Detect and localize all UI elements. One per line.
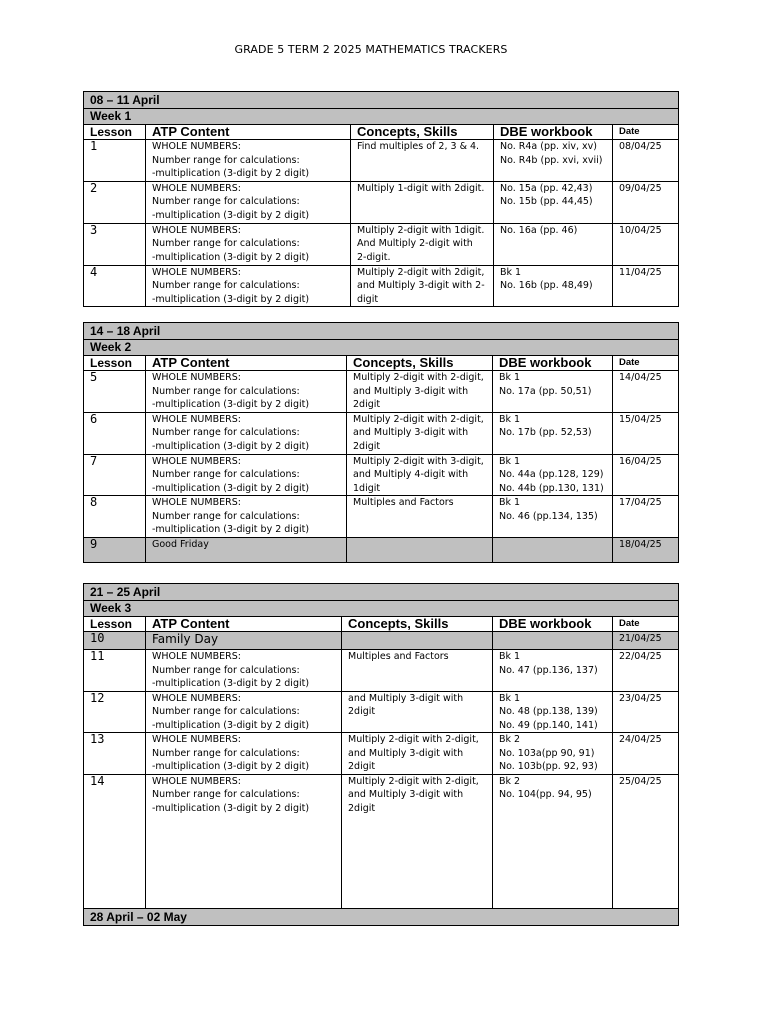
table-row xyxy=(84,223,679,265)
dbe-workbook: Bk 1 No. 16b (pp. 48,49) xyxy=(494,265,613,307)
week-1-table xyxy=(83,91,679,307)
table-row xyxy=(84,181,679,223)
date-range-week-3: 21 – 25 April xyxy=(84,584,679,601)
lesson-date: 23/04/25 xyxy=(613,691,679,733)
lesson-number: 13 xyxy=(84,733,146,775)
atp-content: WHOLE NUMBERS: Number range for calculations: -multiplication (3-digit by 2 digit) xyxy=(146,691,342,733)
concepts-skills: Multiply 2-digit with 2-digit, and Multiply 3-digit with 2digit xyxy=(347,412,493,454)
date-header: Date xyxy=(613,125,679,140)
lesson-header: Lesson xyxy=(84,125,146,140)
concepts-skills: Multiply 2-digit with 2-digit, and Multiply 3-digit with 2digit xyxy=(342,733,493,775)
lesson-date: 24/04/25 xyxy=(613,733,679,775)
atp-content: WHOLE NUMBERS: Number range for calculations: -multiplication (3-digit by 2 digit) xyxy=(146,140,351,182)
concepts-skills: Find multiples of 2, 3 & 4. xyxy=(351,140,494,182)
concepts-skills: and Multiply 3-digit with 2digit xyxy=(342,691,493,733)
lesson-date: 10/04/25 xyxy=(613,223,679,265)
atp-content: WHOLE NUMBERS: Number range for calculations: -multiplication (3-digit by 2 digit) xyxy=(146,412,347,454)
holiday-row xyxy=(84,632,679,650)
atp-content: WHOLE NUMBERS: Number range for calculations: -multiplication (3-digit by 2 digit) xyxy=(146,650,342,692)
concepts-skills: Multiples and Factors xyxy=(347,496,493,538)
lesson-date: 21/04/25 xyxy=(613,632,679,650)
holiday-label: Family Day xyxy=(146,632,342,650)
lesson-number: 8 xyxy=(84,496,146,538)
concepts-skills: Multiply 2-digit with 1digit. And Multiply 2-digit with 2-digit. xyxy=(351,223,494,265)
lesson-number: 7 xyxy=(84,454,146,496)
atp-header: ATP Content xyxy=(146,617,342,632)
week-2-table xyxy=(83,322,679,563)
dbe-header: DBE workbook xyxy=(493,617,613,632)
lesson-number: 6 xyxy=(84,412,146,454)
holiday-row xyxy=(84,538,679,563)
dbe-workbook: Bk 2 No. 104(pp. 94, 95) xyxy=(493,774,613,908)
lesson-number: 12 xyxy=(84,691,146,733)
atp-header: ATP Content xyxy=(146,125,351,140)
dbe-workbook: No. 16a (pp. 46) xyxy=(494,223,613,265)
date-range-next-week: 28 April – 02 May xyxy=(84,908,679,925)
dbe-workbook: Bk 1 No. 46 (pp.134, 135) xyxy=(493,496,613,538)
concepts-header: Concepts, Skills xyxy=(342,617,493,632)
concepts-header: Concepts, Skills xyxy=(351,125,494,140)
lesson-date: 25/04/25 xyxy=(613,774,679,908)
week-3-table xyxy=(83,583,679,926)
date-header: Date xyxy=(613,617,679,632)
table-row xyxy=(84,733,679,775)
table-header-row xyxy=(84,356,679,371)
concepts-skills: Multiply 2-digit with 3-digit, and Multiply 4-digit with 1digit xyxy=(347,454,493,496)
dbe-header: DBE workbook xyxy=(494,125,613,140)
week-label-2: Week 2 xyxy=(84,340,679,356)
lesson-date: 14/04/25 xyxy=(613,371,679,413)
dbe-workbook: Bk 2 No. 103a(pp 90, 91) No. 103b(pp. 92, 93) xyxy=(493,733,613,775)
lesson-number: 5 xyxy=(84,371,146,413)
lesson-header: Lesson xyxy=(84,617,146,632)
lesson-date: 16/04/25 xyxy=(613,454,679,496)
table-header-row xyxy=(84,125,679,140)
dbe-workbook: Bk 1 No. 44a (pp.128, 129) No. 44b (pp.130, 131) xyxy=(493,454,613,496)
atp-header: ATP Content xyxy=(146,356,347,371)
dbe-workbook xyxy=(493,538,613,563)
atp-content: WHOLE NUMBERS: Number range for calculations: -multiplication (3-digit by 2 digit) xyxy=(146,181,351,223)
lesson-number: 9 xyxy=(84,538,146,563)
dbe-workbook: Bk 1 No. 17b (pp. 52,53) xyxy=(493,412,613,454)
dbe-workbook: Bk 1 No. 17a (pp. 50,51) xyxy=(493,371,613,413)
atp-content: WHOLE NUMBERS: Number range for calculations: -multiplication (3-digit by 2 digit) xyxy=(146,496,347,538)
lesson-header: Lesson xyxy=(84,356,146,371)
lesson-date: 11/04/25 xyxy=(613,265,679,307)
week-label-1: Week 1 xyxy=(84,109,679,125)
lesson-date: 15/04/25 xyxy=(613,412,679,454)
concepts-skills: Multiply 2-digit with 2-digit, and Multiply 3-digit with 2digit xyxy=(347,371,493,413)
lesson-number: 10 xyxy=(84,632,146,650)
lesson-number: 3 xyxy=(84,223,146,265)
lesson-date: 08/04/25 xyxy=(613,140,679,182)
table-row xyxy=(84,371,679,413)
concepts-skills: Multiples and Factors xyxy=(342,650,493,692)
table-row xyxy=(84,650,679,692)
lesson-date: 17/04/25 xyxy=(613,496,679,538)
lesson-number: 4 xyxy=(84,265,146,307)
lesson-date: 18/04/25 xyxy=(613,538,679,563)
lesson-date: 22/04/25 xyxy=(613,650,679,692)
dbe-workbook xyxy=(493,632,613,650)
dbe-workbook: No. 15a (pp. 42,43) No. 15b (pp. 44,45) xyxy=(494,181,613,223)
table-row xyxy=(84,454,679,496)
atp-content: WHOLE NUMBERS: Number range for calculations: -multiplication (3-digit by 2 digit) xyxy=(146,454,347,496)
lesson-number: 11 xyxy=(84,650,146,692)
dbe-header: DBE workbook xyxy=(493,356,613,371)
table-header-row xyxy=(84,617,679,632)
lesson-date: 09/04/25 xyxy=(613,181,679,223)
concepts-header: Concepts, Skills xyxy=(347,356,493,371)
document-title: GRADE 5 TERM 2 2025 MATHEMATICS TRACKERS xyxy=(234,43,508,56)
atp-content: WHOLE NUMBERS: Number range for calculations: -multiplication (3-digit by 2 digit) xyxy=(146,265,351,307)
lesson-number: 1 xyxy=(84,140,146,182)
concepts-skills: Multiply 2-digit with 2digit, and Multiply 3-digit with 2- digit xyxy=(351,265,494,307)
dbe-workbook: No. R4a (pp. xiv, xv) No. R4b (pp. xvi, xvii) xyxy=(494,140,613,182)
table-row xyxy=(84,691,679,733)
atp-content: WHOLE NUMBERS: Number range for calculations: -multiplication (3-digit by 2 digit) xyxy=(146,371,347,413)
holiday-label: Good Friday xyxy=(146,538,347,563)
concepts-skills xyxy=(347,538,493,563)
table-row xyxy=(84,140,679,182)
atp-content: WHOLE NUMBERS: Number range for calculations: -multiplication (3-digit by 2 digit) xyxy=(146,223,351,265)
concepts-skills: Multiply 1-digit with 2digit. xyxy=(351,181,494,223)
dbe-workbook: Bk 1 No. 47 (pp.136, 137) xyxy=(493,650,613,692)
table-row xyxy=(84,496,679,538)
table-row xyxy=(84,412,679,454)
atp-content: WHOLE NUMBERS: Number range for calculations: -multiplication (3-digit by 2 digit) xyxy=(146,774,342,908)
lesson-number: 14 xyxy=(84,774,146,908)
table-row xyxy=(84,265,679,307)
lesson-number: 2 xyxy=(84,181,146,223)
date-range-week-2: 14 – 18 April xyxy=(84,323,679,340)
dbe-workbook: Bk 1 No. 48 (pp.138, 139) No. 49 (pp.140, 141) xyxy=(493,691,613,733)
week-label-3: Week 3 xyxy=(84,601,679,617)
table-row xyxy=(84,774,679,908)
date-range-week-1: 08 – 11 April xyxy=(84,92,679,109)
concepts-skills: Multiply 2-digit with 2-digit, and Multiply 3-digit with 2digit xyxy=(342,774,493,908)
atp-content: WHOLE NUMBERS: Number range for calculations: -multiplication (3-digit by 2 digit) xyxy=(146,733,342,775)
date-header: Date xyxy=(613,356,679,371)
concepts-skills xyxy=(342,632,493,650)
